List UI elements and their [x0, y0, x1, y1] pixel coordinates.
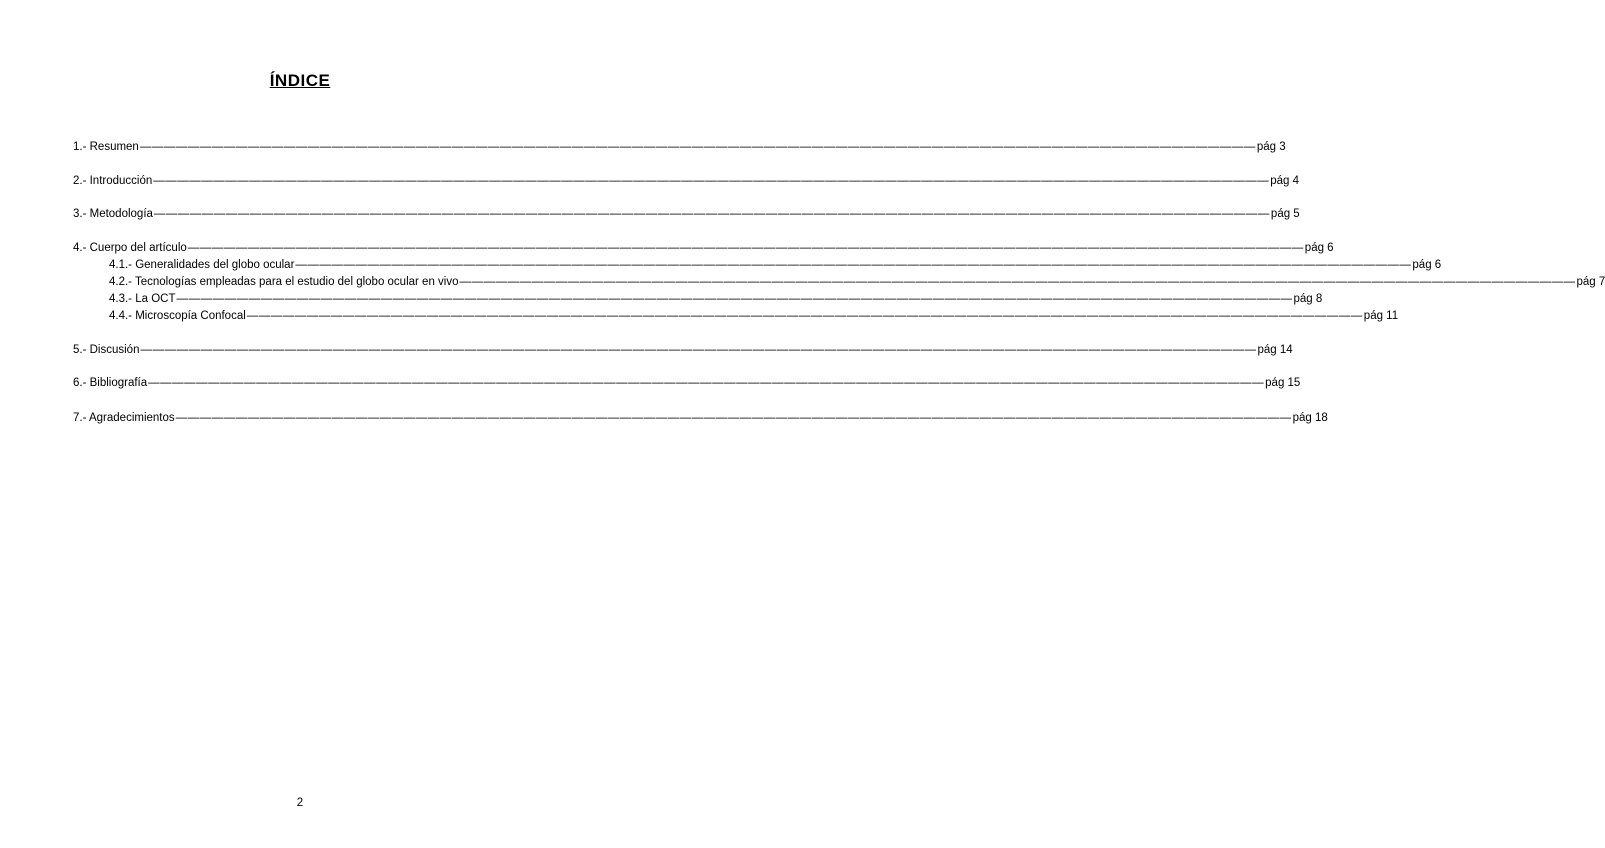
- toc-subentry-microscopia: [109, 308, 1399, 324]
- toc-leader: —————————————————————————————————————————————————————————————————————————————————————————————: [140, 344, 1257, 356]
- index-title: ÍNDICE: [269, 71, 331, 90]
- toc-entry-discusion: [73, 342, 1293, 358]
- toc-entry-cuerpo: [73, 240, 1334, 256]
- toc-leader: —————————————————————————————————————————————————————————————————————————————————————————————: [187, 242, 1304, 254]
- toc-entry-page: pág 6: [1412, 259, 1442, 271]
- toc-subentry-oct: [109, 291, 1323, 307]
- toc-entry-label: 4.3.- La OCT: [109, 293, 176, 305]
- toc-entry-page: pág 8: [1293, 293, 1323, 305]
- toc-entry-resumen: [73, 139, 1286, 155]
- toc-leader: —————————————————————————————————————————————————————————————————————————————————————————————: [139, 141, 1256, 153]
- page-number: 2: [296, 797, 304, 809]
- toc-leader: —————————————————————————————————————————————————————————————————————————————————————————————: [175, 412, 1292, 424]
- toc-entry-label: 4.4.- Microscopía Confocal: [109, 310, 246, 322]
- toc-leader: —————————————————————————————————————————————————————————————————————————————————————————————: [153, 175, 1270, 187]
- toc-leader: —————————————————————————————————————————————————————————————————————————————————————————————: [246, 310, 1363, 322]
- toc-entry-page: pág 18: [1292, 412, 1328, 424]
- toc-entry-page: pág 14: [1257, 344, 1293, 356]
- toc-entry-page: pág 11: [1363, 310, 1399, 322]
- toc-leader: —————————————————————————————————————————————————————————————————————————————————————————————: [153, 208, 1270, 220]
- toc-entry-agradecimientos: [73, 410, 1328, 426]
- toc-entry-metodologia: [73, 206, 1300, 222]
- toc-subentry-generalidades: [109, 257, 1442, 273]
- toc-entry-page: pág 7: [1576, 276, 1605, 288]
- toc-leader: —————————————————————————————————————————————————————————————————————————————————————————————: [295, 259, 1412, 271]
- toc-entry-label: 3.- Metodología: [73, 208, 153, 220]
- toc-entry-label: 6.- Bibliografía: [73, 377, 148, 389]
- toc-entry-label: 7.- Agradecimientos: [73, 412, 175, 424]
- toc-entry-page: pág 5: [1270, 208, 1300, 220]
- toc-entry-page: pág 4: [1270, 175, 1300, 187]
- toc-entry-label: 4.1.- Generalidades del globo ocular: [109, 259, 295, 271]
- toc-leader: —————————————————————————————————————————————————————————————————————————————————————————————: [148, 377, 1265, 389]
- toc-leader: —————————————————————————————————————————————————————————————————————————————————————————————: [176, 293, 1293, 305]
- toc-entry-introduccion: [73, 173, 1300, 189]
- toc-entry-bibliografia: [73, 375, 1301, 391]
- toc-leader: —————————————————————————————————————————————————————————————————————————————————————————————: [459, 276, 1576, 288]
- toc-entry-page: pág 3: [1256, 141, 1286, 153]
- toc-entry-label: 2.- Introducción: [73, 175, 153, 187]
- toc-entry-label: 4.2.- Tecnologías empleadas para el estudio del globo ocular en vivo: [109, 276, 459, 288]
- toc-subentry-tecnologias: [109, 274, 1605, 290]
- toc-entry-page: pág 6: [1304, 242, 1334, 254]
- toc-entry-label: 4.- Cuerpo del artículo: [73, 242, 187, 254]
- toc-entry-label: 1.- Resumen: [73, 141, 139, 153]
- toc-entry-label: 5.- Discusión: [73, 344, 140, 356]
- toc-entry-page: pág 15: [1265, 377, 1301, 389]
